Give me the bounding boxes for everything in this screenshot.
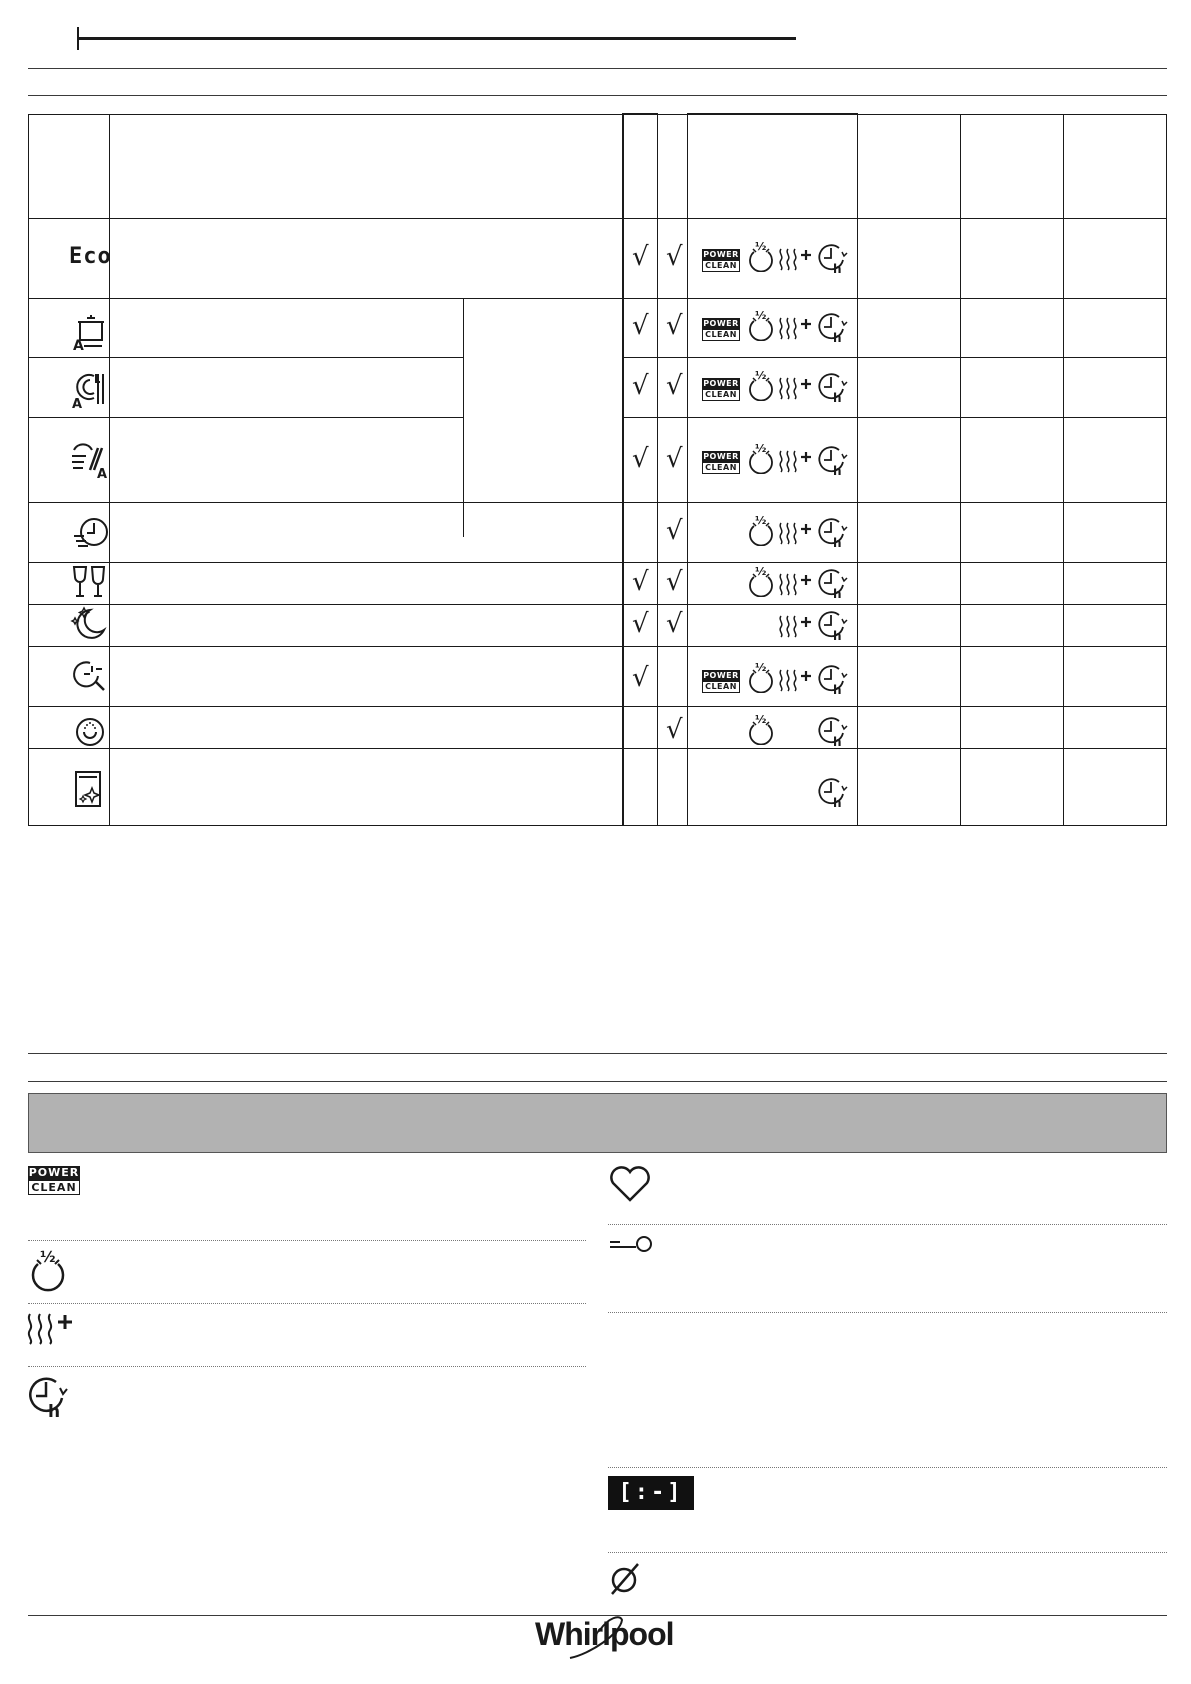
power-clean-bottom-text: CLEAN	[702, 462, 740, 474]
check-mark: √	[666, 516, 683, 546]
power-clean-icon	[702, 318, 740, 340]
delay-start-icon	[817, 311, 849, 343]
power-clean-icon	[702, 378, 740, 400]
check-mark: √	[666, 242, 683, 272]
svg-text:h: h	[833, 331, 842, 343]
extra-dry-icon	[778, 448, 814, 474]
check-mark: √	[666, 311, 683, 341]
logo-swoosh	[560, 1614, 630, 1662]
check-mark: √	[666, 567, 683, 597]
half-load-icon	[746, 565, 776, 597]
power-clean-top-text: POWER	[703, 671, 739, 680]
header-rule-tick	[77, 27, 79, 50]
eco-program-label: Eco	[69, 244, 112, 269]
legend-divider	[608, 1467, 1167, 1468]
display-code-icon: [:-]	[608, 1476, 694, 1510]
check-mark: √	[632, 609, 649, 639]
half-load-icon	[746, 713, 776, 745]
pot-auto-icon	[70, 308, 110, 352]
svg-text:½: ½	[755, 309, 767, 322]
options-header-band	[28, 1093, 1167, 1153]
legend-divider	[608, 1552, 1167, 1553]
check-mark: √	[632, 242, 649, 272]
extra-dry-icon	[778, 315, 814, 341]
svg-text:h: h	[833, 391, 842, 403]
extra-dry-icon	[778, 375, 814, 401]
glasses-auto-icon	[70, 438, 110, 482]
delay-start-icon	[817, 715, 849, 747]
svg-text:h: h	[833, 262, 842, 274]
svg-text:h: h	[833, 735, 842, 747]
prewash-icon	[72, 710, 112, 754]
svg-text:A: A	[72, 397, 83, 410]
power-clean-bottom-text: CLEAN	[28, 1180, 80, 1195]
half-load-icon	[26, 1248, 70, 1292]
sanitize-icon	[70, 656, 110, 700]
power-clean-bottom-text: CLEAN	[702, 329, 740, 341]
self-clean-icon	[72, 768, 112, 812]
power-clean-top-text: POWER	[703, 379, 739, 388]
check-mark: √	[666, 371, 683, 401]
delay-start-icon	[817, 567, 849, 599]
check-mark: √	[632, 567, 649, 597]
svg-text:h: h	[833, 629, 842, 641]
delay-start-icon	[26, 1374, 70, 1418]
extra-dry-icon	[778, 667, 814, 693]
check-mark: √	[632, 444, 649, 474]
svg-text:½: ½	[755, 442, 767, 455]
svg-text:A: A	[97, 467, 108, 482]
svg-text:h: h	[833, 796, 842, 808]
delay-start-icon	[817, 776, 849, 808]
brand-logo: Whirlpool	[535, 1616, 674, 1652]
extra-dry-icon	[778, 613, 814, 639]
power-clean-bottom-text: CLEAN	[702, 260, 740, 272]
svg-text:½: ½	[755, 713, 767, 726]
extra-dry-icon	[778, 246, 814, 272]
no-symbol-icon	[608, 1560, 644, 1596]
extra-dry-icon	[26, 1310, 78, 1346]
svg-text:h: h	[48, 1402, 61, 1418]
power-clean-top-text: POWER	[28, 1166, 80, 1179]
power-clean-icon	[28, 1166, 80, 1194]
power-clean-top-text: POWER	[703, 250, 739, 259]
extra-dry-icon	[778, 571, 814, 597]
delay-start-icon	[817, 609, 849, 641]
svg-text:A: A	[73, 338, 84, 352]
svg-text:h: h	[833, 464, 842, 476]
extra-dry-icon	[778, 520, 814, 546]
svg-text:½: ½	[755, 565, 767, 578]
half-load-icon	[746, 369, 776, 401]
legend-divider	[28, 1303, 586, 1304]
svg-text:h: h	[833, 683, 842, 695]
svg-text:½: ½	[755, 661, 767, 674]
section-rule-mid-2	[28, 1081, 1167, 1082]
check-mark: √	[632, 371, 649, 401]
plate-cutlery-auto-icon	[70, 366, 110, 410]
check-mark: √	[666, 444, 683, 474]
half-load-icon	[746, 240, 776, 272]
section-rule-mid-1	[28, 1053, 1167, 1054]
svg-text:½: ½	[755, 514, 767, 527]
svg-text:h: h	[833, 587, 842, 599]
delay-start-icon	[817, 444, 849, 476]
half-load-icon	[746, 661, 776, 693]
svg-text:½: ½	[755, 369, 767, 382]
legend-divider	[28, 1366, 586, 1367]
moon-stars-icon	[70, 604, 110, 648]
power-clean-icon	[702, 670, 740, 692]
check-mark: √	[632, 663, 649, 693]
power-clean-top-text: POWER	[703, 452, 739, 461]
power-clean-icon	[702, 249, 740, 271]
section-rule-top-2	[28, 95, 1167, 96]
legend-divider	[608, 1224, 1167, 1225]
check-mark: √	[632, 311, 649, 341]
svg-text:h: h	[833, 536, 842, 548]
legend-divider	[28, 1240, 586, 1241]
key-lock-icon	[608, 1232, 656, 1256]
delay-start-icon	[817, 242, 849, 274]
check-mark: √	[666, 715, 683, 745]
wine-glasses-icon	[70, 563, 110, 607]
power-clean-top-text: POWER	[703, 319, 739, 328]
half-load-icon	[746, 514, 776, 546]
svg-text:½: ½	[755, 240, 767, 253]
svg-text:½: ½	[40, 1248, 56, 1266]
delay-start-icon	[817, 516, 849, 548]
section-rule-top-1	[28, 68, 1167, 69]
header-rule-marker	[78, 37, 796, 40]
heart-icon	[608, 1164, 652, 1204]
fast-clock-icon	[72, 512, 112, 556]
check-mark: √	[666, 609, 683, 639]
legend-divider	[608, 1312, 1167, 1313]
delay-start-icon	[817, 663, 849, 695]
program-table	[28, 114, 1167, 826]
power-clean-bottom-text: CLEAN	[702, 389, 740, 401]
power-clean-icon	[702, 451, 740, 473]
half-load-icon	[746, 442, 776, 474]
half-load-icon	[746, 309, 776, 341]
power-clean-bottom-text: CLEAN	[702, 681, 740, 693]
delay-start-icon	[817, 371, 849, 403]
